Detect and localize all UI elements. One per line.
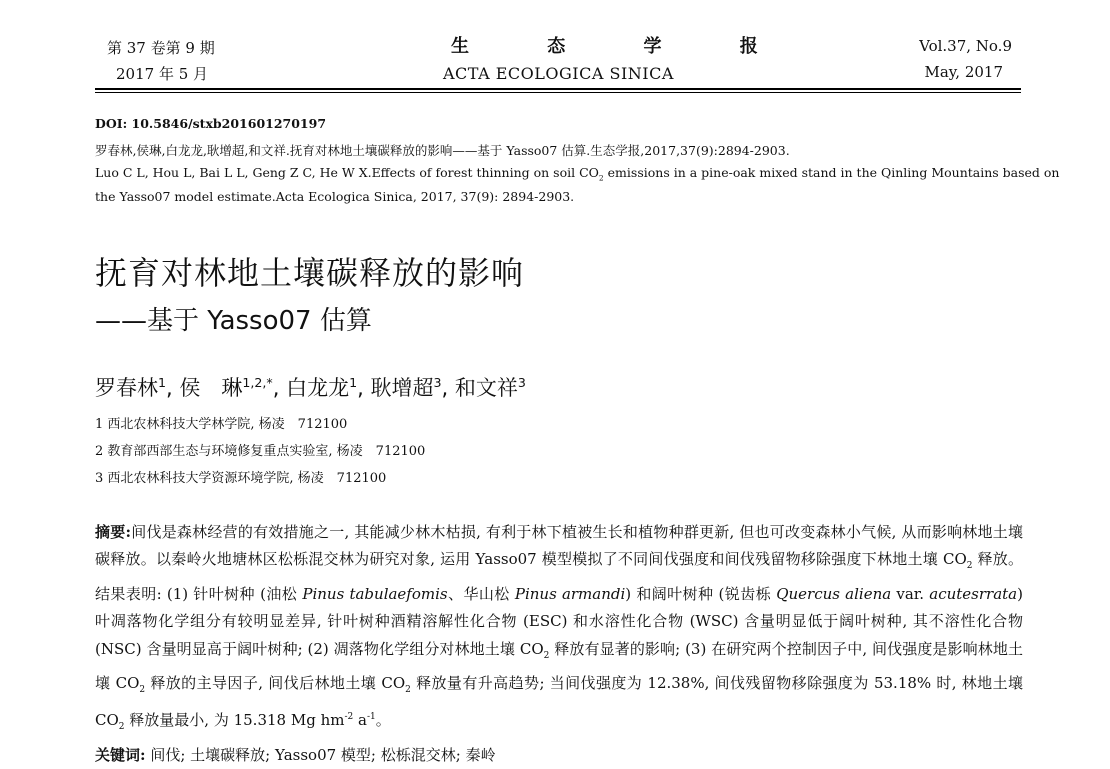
author: 罗春林$^1$, (95, 375, 173, 400)
date-cn: 2017 年 5 月 (116, 65, 209, 83)
abstract-label: 摘要: (95, 523, 131, 541)
affiliation-1: 1 西北农林科技大学林学院, 杨凌 712100 (95, 417, 348, 432)
author-list (95, 372, 526, 402)
article-subtitle: ——基于 Yasso07 估算 (95, 306, 372, 336)
author: 侯 琳$^{1,2,*}$, (179, 375, 280, 400)
doi: DOI: 10.5846/stxb201601270197 (95, 116, 327, 131)
volume-cn: 第 37 卷第 9 期 (107, 39, 215, 57)
citation-en-line2: the Yasso07 model estimate.Acta Ecologica Sinica, 2017, 37(9): 2894-2903. (95, 189, 575, 204)
citation-cn: 罗春林,侯琳,白龙龙,耿增超,和文祥.抚育对林地土壤碳释放的影响——基于 Yasso07 估算.生态学报,2017,37(9):2894-2903. (95, 143, 790, 158)
keywords-label: 关键词: (95, 745, 146, 764)
affiliation-3: 3 西北农林科技大学资源环境学院, 杨凌 712100 (95, 471, 387, 486)
header-rule-thick (95, 88, 1021, 90)
citation-en-line1: Luo C L, Hou L, Bai L L, Geng Z C, He W X.Effects of forest thinning on soil $CO_2$ emissions in a pine-oak mixed stand in the Qinling Mountains based on (95, 165, 1060, 183)
header-rule-thin (95, 92, 1021, 93)
date-en: May, 2017 (924, 63, 1003, 81)
author: 白龙龙$^1$, (286, 375, 364, 400)
abstract: 摘要:间伐是森林经营的有效措施之一, 其能减少林木枯损, 有利于林下植被生长和植物种群更新, 但也可改变森林小气候, 从而影响林地土壤碳释放。以秦岭火地塘林区松栎混交林为研究对象, 运用 Yasso07 模型模拟了不同间伐强度和间伐残留物移除强度下林地土壤 $CO_2$ 释放。结果表明: (1) 针叶树种 (油松 Pinus tabulaefomis、华山松 Pinus armandi) 和阔叶树种 (锐齿栎 Quercus aliena var. acutesrrata) 叶凋落物化学组分有较明显差异, 针叶树种酒精溶解性化合物 (ESC) 和水溶性化合物 (WSC) 含量明显低于阔叶树种, 其不溶性化合物 (NSC) 含量明显高于阔叶树种; (2) 凋落物化学组分对林地土壤 $CO_2$ 释放有显著的影响; (3) 在研究两个控制因子中, 间伐强度是影响林地土壤 $CO_2$ 释放的主导因子, 间伐后林地土壤 $CO_2$ 释放量有升高趋势; 当间伐强度为 12.38%, 间伐残留物移除强度为 53.18% 时, 林地土壤 $CO_2$ 释放量最小, 为 15.318 Mg $hm^{-2}$ $a^{-1}$。 关键词: 间伐; 土壤碳释放; Yasso07 模型; 松栎混交林; 秦岭 (95, 523, 1023, 764)
author: 和文祥$^3$ (454, 375, 526, 400)
article-title: 抚育对林地土壤碳释放的影响 (95, 254, 525, 292)
keywords: 间伐; 土壤碳释放; Yasso07 模型; 松栎混交林; 秦岭 (145, 745, 496, 764)
volume-en: Vol.37, No.9 (919, 37, 1012, 55)
author: 耿增超$^3$, (370, 375, 449, 400)
journal-title-cn: 生 态 学 报 (451, 36, 794, 57)
affiliation-2: 2 教育部西部生态与环境修复重点实验室, 杨凌 712100 (95, 444, 426, 459)
journal-title-en: ACTA ECOLOGICA SINICA (443, 64, 674, 83)
